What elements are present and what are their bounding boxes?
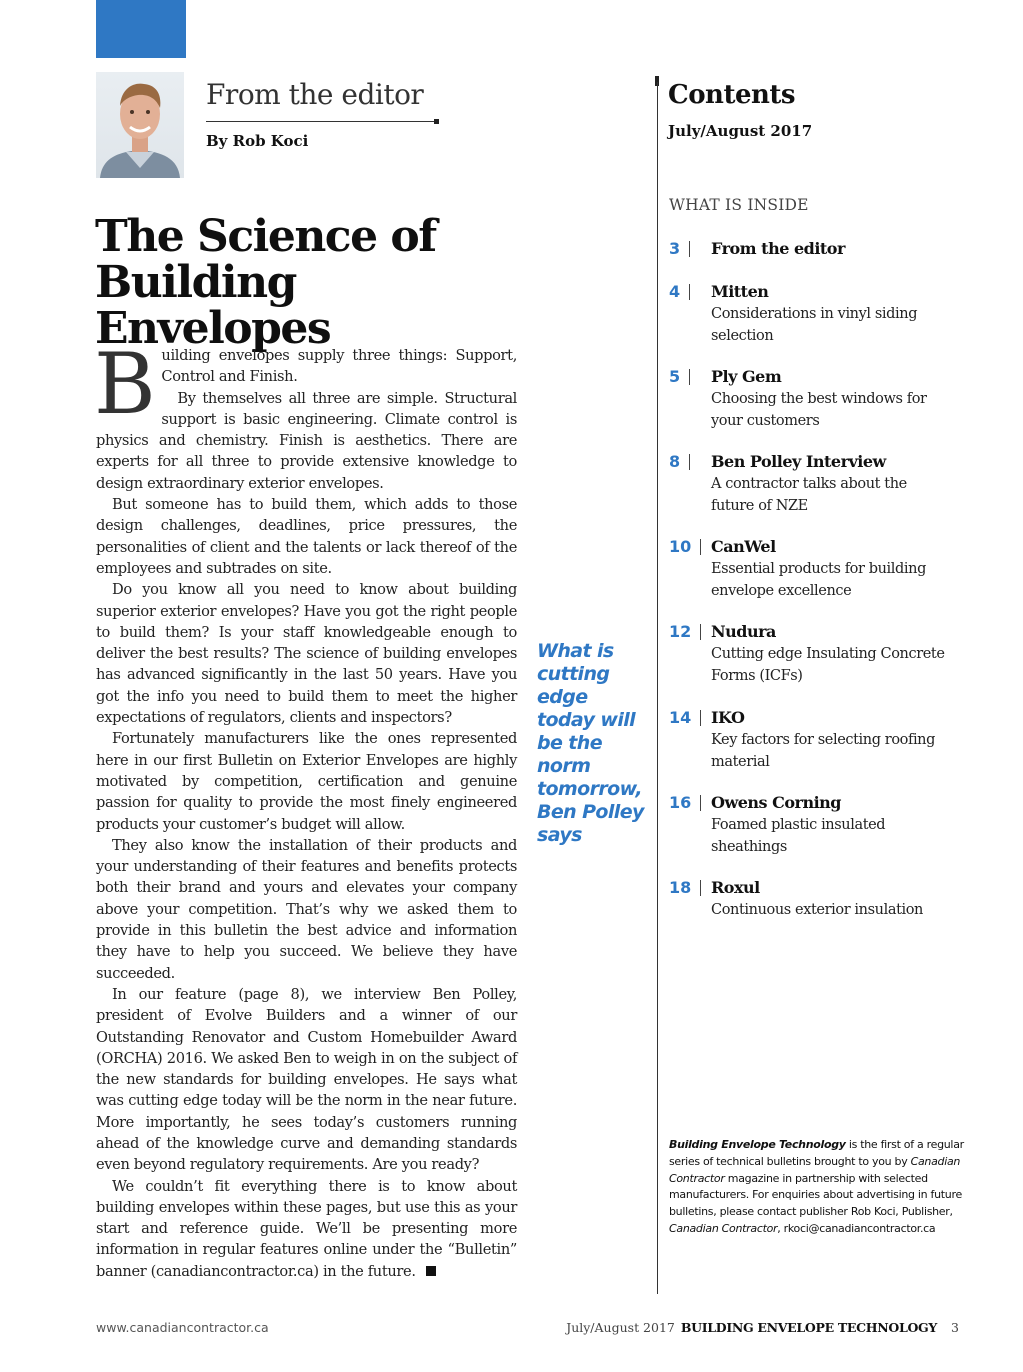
toc-page-number: 10 [669,537,692,556]
toc-separator [700,880,701,896]
toc-title: CanWel [711,537,776,556]
toc-description: Cutting edge Insulating Concrete Forms (ICFs) [711,646,945,684]
toc-separator [689,284,690,300]
toc-title: Roxul [711,878,760,897]
toc-page-number: 4 [669,282,681,301]
publication-note: Building Envelope Technology is the first of a regular series of technical bulletins brought to you by Canadian Contractor magazine in partnership with selected manufacturers. For enquiries about advertising in future bulletins, please contact publisher Rob Koci, Publisher, Canadian Contractor, rkoci@canadiancontractor.ca [669,1138,964,1235]
article-paragraph: But someone has to build them, which adds to those design challenges, deadlines, price pressures, the personalities of client and the talents or lack thereof of the employees and subtrades on site. [96,496,517,577]
headline-line-1: The Science of Building [95,211,436,308]
toc-title: Mitten [711,282,769,301]
toc-separator [689,369,690,385]
editor-photo [96,72,184,178]
header-rule-end [434,119,439,124]
toc-page-number: 18 [669,878,692,897]
article-headline [95,211,635,354]
page-number: 3 [951,1320,959,1335]
toc-page-number: 3 [669,239,681,258]
toc-title: Owens Corning [711,793,841,812]
toc-title: IKO [711,708,745,727]
footer-date: July/August 2017 [566,1320,675,1335]
toc-title: From the editor [711,239,845,258]
toc-title: Ply Gem [711,367,782,386]
contents-section-heading: WHAT IS INSIDE [669,196,809,214]
article-paragraph: We couldn’t fit everything there is to know about building envelopes within these pages, but use this as your start and reference guide. We’ll be presenting more information in regular features online under the “Bulletin” banner (canadiancontractor.ca) in the future. [96,1177,517,1280]
article-paragraph: Do you know all you need to know about building superior exterior envelopes? Have you got the right people to build them? Is your staff knowledgeable enough to deliver the best results? The science of building envelopes has advanced significantly in the last 50 years. Have you got the info you need to build them to meet the higher expectations of regulators, clients and inspectors? [96,581,517,727]
toc-description: A contractor talks about the future of NZE [711,476,907,514]
end-mark-icon [426,1266,436,1276]
article-paragraph: They also know the installation of their products and your understanding of their features and benefits protects both their brand and yours and elevates your company above your competition. That’s why we asked them to provide in this bulletin the best advice and information they have to help you succeed. We believe they have succeeded. [96,836,517,982]
toc-separator [700,710,701,726]
toc-separator [700,539,701,555]
article-body [94,335,517,1282]
contents-title: Contents [668,80,796,110]
pull-quote: What is cutting edge today will be the norm tomorrow, Ben Polley says [537,640,644,846]
toc-description: Considerations in vinyl siding selection [711,306,918,344]
toc-description: Essential products for building envelope excellence [711,561,926,599]
drop-cap: B [94,335,156,433]
toc-separator [689,454,690,470]
column-divider [657,82,658,1294]
contents-date: July/August 2017 [668,122,813,140]
footer-info [566,1320,959,1335]
section-label: From the editor [206,78,424,111]
toc-description: Foamed plastic insulated sheathings [711,817,886,855]
toc-separator [700,624,701,640]
toc-title: Nudura [711,622,776,641]
footer-publication: BUILDING ENVELOPE TECHNOLOGY [680,1320,938,1335]
article-paragraph: Building envelopes supply three things: Support, Control and Finish. [94,335,517,433]
footer-url[interactable]: www.canadiancontractor.ca [96,1320,269,1335]
toc-page-number: 16 [669,793,692,812]
toc-description: Key factors for selecting roofing material [711,732,936,770]
toc-page-number: 5 [669,367,681,386]
toc-page-number: 14 [669,708,692,727]
toc-title: Ben Polley Interview [711,452,886,471]
toc-page-number: 8 [669,452,681,471]
headline-line-2: Envelopes [95,303,331,354]
toc-page-number: 12 [669,622,692,641]
editor-portrait-icon [96,72,184,178]
toc-separator [689,241,690,257]
header-color-block [96,0,186,58]
toc-separator [700,795,701,811]
article-paragraph: By themselves all three are simple. Structural support is basic engineering. Climate control is physics and chemistry. Finish is aesthetics. There are experts for all three to provide extensive knowledge to design extraordinary exterior envelopes. [96,389,517,492]
article-paragraph: Fortunately manufacturers like the ones represented here in our first Bulletin on Exterior Envelopes are highly motivated by competition, certification and genuine passion for quality to provide the most finely engineered products your customer’s budget will allow. [96,730,517,833]
toc-description: Choosing the best windows for your customers [711,391,927,429]
article-paragraph: In our feature (page 8), we interview Ben Polley, president of Evolve Builders and a winner of our Outstanding Renovator and Custom Homebuilder Award (ORCHA) 2016. We asked Ben to weigh in on the subject of the new standards for building envelopes. He says what was cutting edge today will be the norm in the near future. More importantly, he sees today’s customers running ahead of the knowledge curve and demanding standards even beyond regulatory requirements. Are you ready? [96,985,517,1174]
header-rule [206,121,436,122]
byline: By Rob Koci [206,132,309,150]
toc-description: Continuous exterior insulation [711,902,923,918]
